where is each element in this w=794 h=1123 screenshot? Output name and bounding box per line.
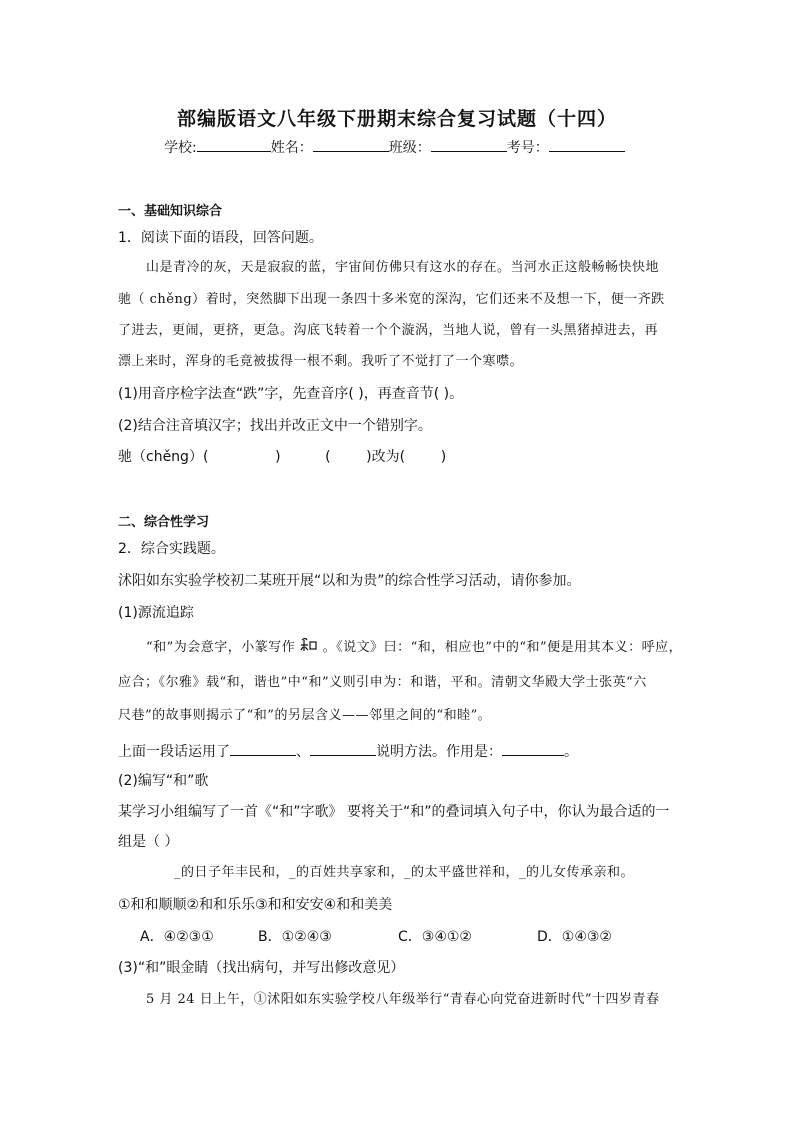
function-blank[interactable] [502, 741, 564, 756]
question-2: 2．综合实践题。 [118, 541, 225, 557]
question-1-sub-2: (2)结合注音填汉字；找出并改正文中一个错别字。 [118, 418, 432, 434]
school-blank[interactable] [197, 137, 271, 152]
passage-line-3: 了进去，更闹，更挤，更急。沟底飞转着一个个漩涡，当地人说，曾有一头黑猪掉进去，再 [118, 323, 659, 338]
part-3-passage-line-1: 5 月 24 日上午，①沭阳如东实验学校八年级举行“青春心向党奋进新时代”十四岁青春 [146, 992, 660, 1007]
name-blank[interactable] [313, 137, 389, 152]
school-label: 学校: [164, 140, 197, 156]
part-1-passage-line-1 [146, 637, 682, 658]
section-1-heading: 一、基础知识综合 [118, 204, 223, 219]
activity-intro: 沭阳如东实验学校初二某班开展“以和为贵”的综合性学习活动，请你参加。 [118, 573, 581, 589]
method-blank-1[interactable] [230, 741, 296, 756]
part-2-question-line-2: 组是（ ） [118, 834, 179, 850]
passage-line-1: 山是青冷的灰，天是寂寂的蓝，宇宙间仿佛只有这水的存在。当河水正这般畅畅快快地 [146, 260, 660, 275]
part-2-title: (2)编写“和”歌 [118, 773, 209, 789]
choice-c[interactable]: C．③④①② [398, 929, 472, 945]
question-1-sub-2-answer-line[interactable]: 驰（chěng）( ) ( )改为( ) [118, 449, 447, 465]
class-blank[interactable] [431, 137, 507, 152]
part-1-passage-line-2: 应合；《尔雅》载“和，谐也”中“和”义则引申为：和谐，平和。清朝文华殿大学士张英“六 [118, 675, 647, 690]
part-1-question-text-1: 上面一段话运用了 [118, 744, 230, 760]
question-1: 1．阅读下面的语段，回答问题。 [118, 230, 323, 246]
part-1-question-end: 。 [564, 744, 578, 760]
passage-text-after-glyph: 。《说文》曰：“和，相应也”中的“和”便是用其本义：呼应， [322, 640, 683, 655]
seal-script-he-icon [300, 637, 318, 653]
choice-a[interactable]: A．④②③① [140, 929, 214, 945]
method-blank-2[interactable] [310, 741, 376, 756]
part-1-passage-line-3: 尺巷”的故事则揭示了“和”的另层含义——邻里之间的“和睦”。 [118, 708, 492, 723]
student-info-fields [164, 137, 625, 158]
name-label: 姓名： [270, 140, 313, 156]
exam-no-label: 考号： [506, 140, 549, 156]
page-title: 部编版语文八年级下册期末综合复习试题（十四） [176, 108, 617, 130]
choice-d[interactable]: D．①④③② [537, 929, 612, 945]
exam-no-blank[interactable] [549, 137, 625, 152]
part-1-question [118, 741, 578, 762]
passage-line-4: 漂上来时，浑身的毛竟被拔得一根不剩。我听了不觉打了一个寒噤。 [118, 354, 524, 369]
question-1-sub-1: (1)用音序检字法查“跌”字，先查音序( )，再查音节( )。 [118, 386, 464, 402]
part-1-question-text-2: 说明方法。作用是： [376, 744, 502, 760]
part-2-sentence: _的日子年丰民和，_的百姓共享家和，_的太平盛世祥和，_的儿女传承亲和。 [174, 865, 635, 880]
choice-b[interactable]: B．①②④③ [258, 929, 332, 945]
part-3-title: (3)“和”眼金睛（找出病句，并写出修改意见） [118, 960, 405, 976]
section-2-heading: 二、综合性学习 [118, 515, 210, 530]
part-1-title: (1)源流追踪 [118, 605, 194, 621]
passage-text-before-glyph: “和”为会意字，小篆写作 [146, 640, 296, 655]
part-2-question-line-1: 某学习小组编写了一首《“和”字歌》 要将关于“和”的叠词填入句子中，你认为最合适的一 [118, 804, 670, 820]
passage-line-2: 驰（ chěng）着时，突然脚下出现一条四十多米宽的深沟，它们还来不及想一下，便一齐跌 [118, 292, 665, 307]
part-1-question-separator: 、 [296, 744, 310, 760]
class-label: 班级： [388, 140, 431, 156]
part-2-option-phrases: ①和和顺顺②和和乐乐③和和安安④和和美美 [118, 897, 393, 913]
